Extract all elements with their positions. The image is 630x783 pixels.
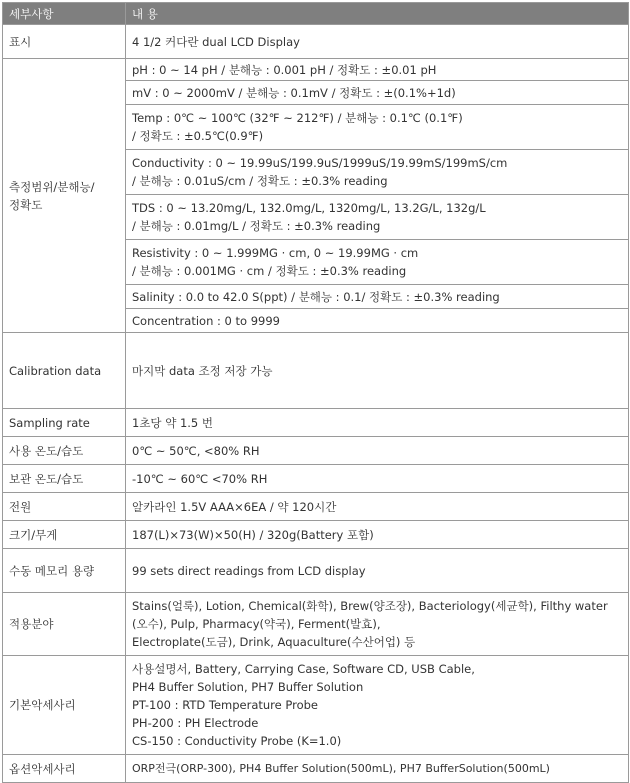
display-label: 표시 <box>3 25 126 59</box>
calibration-label: Calibration data <box>3 333 126 409</box>
spec-table <box>2 2 629 783</box>
accessories-label: 기본악세사리 <box>3 656 126 755</box>
use-temp-label: 사용 온도/습도 <box>3 437 126 465</box>
measure-ph <box>126 59 629 81</box>
measure-temp <box>126 105 629 150</box>
size-value: 187(L)×73(W)×50(H) / 320g(Battery 포함) <box>126 521 629 549</box>
measure-line: Conductivity : 0 ~ 19.99uS/199.9uS/1999uS/19.99mS/199mS/cm <box>132 156 508 170</box>
store-temp-label: 보관 온도/습도 <box>3 465 126 493</box>
accessory-line: PH-200 : PH Electrode <box>132 716 259 730</box>
row-memory <box>3 549 629 593</box>
measure-line: / 분해능 : 0.01mg/L / 정확도 : ±0.3% reading <box>132 219 381 233</box>
row-calibration <box>3 333 629 409</box>
use-temp-value: 0℃ ~ 50℃, <80% RH <box>126 437 629 465</box>
measurement-label: 측정범위/분해능/정확도 <box>3 59 126 333</box>
accessory-line: CS-150 : Conductivity Probe (K=1.0) <box>132 734 342 748</box>
measure-line: Resistivity : 0 ~ 1.999MG · cm, 0 ~ 19.99MG · cm <box>132 246 419 260</box>
header-row <box>3 3 629 25</box>
measure-line: Concentration : 0 to 9999 <box>132 313 280 328</box>
memory-value: 99 sets direct readings from LCD display <box>126 549 629 593</box>
measure-line: / 정확도 : ±0.5℃(0.9℉) <box>132 129 264 143</box>
power-label: 전원 <box>3 493 126 521</box>
measure-tds <box>126 195 629 240</box>
application-line: (오수), Pulp, Pharmacy(약국), Ferment(발효), <box>132 617 381 631</box>
accessories-value <box>126 656 629 755</box>
row-sampling <box>3 409 629 437</box>
measure-salinity <box>126 285 629 309</box>
options-label: 옵션악세사리 <box>3 755 126 783</box>
row-display <box>3 25 629 59</box>
row-size <box>3 521 629 549</box>
measure-line: Salinity : 0.0 to 42.0 S(ppt) / 분해능 : 0.1/ 정확도 : ±0.3% reading <box>132 289 500 304</box>
row-power <box>3 493 629 521</box>
measure-mv <box>126 81 629 105</box>
row-use-temp <box>3 437 629 465</box>
measure-resistivity <box>126 240 629 285</box>
measure-line: / 분해능 : 0.01uS/cm / 정확도 : ±0.3% reading <box>132 174 388 188</box>
measure-line: / 분해능 : 0.001MG · cm / 정확도 : ±0.3% reading <box>132 264 407 278</box>
measure-line: pH : 0 ~ 14 pH / 분해능 : 0.001 pH / 정확도 : ±0.01 pH <box>132 62 437 77</box>
measure-line: TDS : 0 ~ 13.20mg/L, 132.0mg/L, 1320mg/L, 13.2G/L, 132g/L <box>132 201 486 215</box>
application-line: Electroplate(도금), Drink, Aquaculture(수산어업) 등 <box>132 635 416 649</box>
memory-label: 수동 메모리 용량 <box>3 549 126 593</box>
measure-line: Temp : 0℃ ~ 100℃ (32℉ ~ 212℉) / 분해능 : 0.1℃ (0.1℉) <box>132 111 463 125</box>
row-application <box>3 593 629 656</box>
accessory-line: PT-100 : RTD Temperature Probe <box>132 698 318 712</box>
header-col-item: 세부사항 <box>3 3 126 25</box>
accessory-line: PH4 Buffer Solution, PH7 Buffer Solution <box>132 680 364 694</box>
size-label: 크기/무게 <box>3 521 126 549</box>
measure-line: mV : 0 ~ 2000mV / 분해능 : 0.1mV / 정확도 : ±(0.1%+1d) <box>132 85 456 100</box>
sampling-label: Sampling rate <box>3 409 126 437</box>
header-col-content: 내 용 <box>126 3 629 25</box>
row-accessories <box>3 656 629 755</box>
row-options <box>3 755 629 783</box>
row-store-temp <box>3 465 629 493</box>
measure-conductivity <box>126 150 629 195</box>
measure-concentration <box>126 309 629 333</box>
options-value: ORP전극(ORP-300), PH4 Buffer Solution(500mL), PH7 BufferSolution(500mL) <box>126 755 629 783</box>
accessory-line: 사용설명서, Battery, Carrying Case, Software CD, USB Cable, <box>132 662 475 676</box>
power-value: 알카라인 1.5V AAA×6EA / 약 120시간 <box>126 493 629 521</box>
calibration-value: 마지막 data 조정 저장 가능 <box>126 333 629 409</box>
application-label: 적용분야 <box>3 593 126 656</box>
display-value: 4 1/2 커다란 dual LCD Display <box>126 25 629 59</box>
application-value <box>126 593 629 656</box>
sampling-value: 1초당 약 1.5 번 <box>126 409 629 437</box>
row-measure-ph <box>3 59 629 81</box>
application-line: Stains(얼룩), Lotion, Chemical(화학), Brew(양조장), Bacteriology(세균학), Filthy water <box>132 599 608 613</box>
store-temp-value: -10℃ ~ 60℃ <70% RH <box>126 465 629 493</box>
